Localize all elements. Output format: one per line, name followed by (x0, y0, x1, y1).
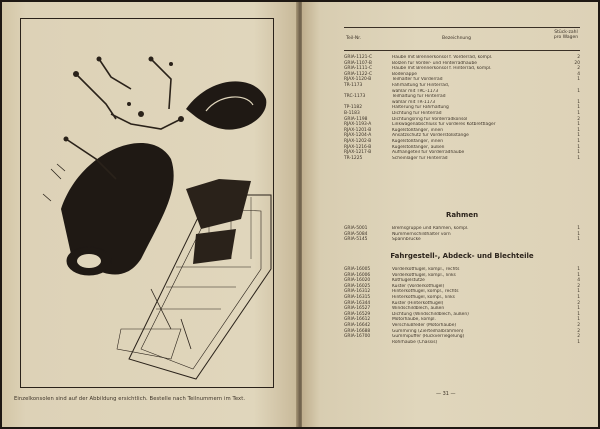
part-quantity: 1 (577, 311, 580, 317)
part-quantity: 4 (577, 278, 580, 284)
part-quantity: 1 (577, 110, 580, 116)
part-number: GRIA-5084 (344, 231, 368, 237)
page-number: — 31 — (436, 391, 456, 397)
part-description: Bremsgruppe und Rahmen, kompl. (392, 226, 469, 231)
parts-group-3 (344, 267, 580, 345)
part-number: GRIA-1122-C (344, 71, 373, 77)
table-row (344, 340, 580, 346)
header-description: Bezeichnung (442, 36, 471, 41)
exploded-view-illustration (20, 18, 274, 388)
part-number: RJAX-1201-B (344, 127, 372, 133)
part-description: Kugelstoßfänger, innen (392, 127, 443, 133)
header-quantity: Stück-zahl pro Wagen (553, 30, 579, 40)
rear-fender-shape (186, 81, 266, 129)
part-quantity: 1 (577, 294, 580, 300)
part-description: Haube mit Brennerkonsol f. Vorderrad, kompl. (392, 55, 493, 60)
part-quantity: 1 (577, 150, 580, 156)
part-quantity: 1 (577, 133, 580, 139)
illustration-caption: Einzelkonsolen sind auf der Abbildung ersichtlich. Bestelle nach Teilnummern im Text. (14, 396, 246, 402)
part-quantity: 1 (577, 339, 580, 345)
part-description: Hinterkotflügel, kompl., links (392, 294, 455, 300)
section-title-rahmen: Rahmen (445, 211, 479, 219)
part-quantity: 1 (577, 77, 580, 83)
part-description: Motorhaube, kompl. (392, 317, 436, 323)
part-number: GRIA-16344 (344, 300, 371, 306)
parts-group-1 (344, 55, 580, 161)
part-quantity: 1 (577, 138, 580, 144)
fender-assembly-drawing (21, 19, 273, 387)
part-description: Teilhaltung für Hinterrad (392, 94, 446, 100)
parts-group-2 (344, 226, 580, 243)
part-number: TR-1225 (344, 155, 363, 161)
part-quantity: 2 (577, 300, 580, 306)
part-quantity: 2 (577, 66, 580, 72)
part-number: RJAX-1120-B (344, 77, 372, 83)
part-quantity: 2 (577, 55, 580, 60)
part-number: TRC-1173 (344, 94, 366, 100)
part-description: Halterung für Fahrhaltung (392, 105, 449, 111)
part-description: wählar mit TRC-1173 (392, 88, 439, 94)
part-description: Vorderkotflügel, kompl., links (392, 272, 456, 278)
part-description: Kugelstoßfänger, innen (392, 138, 443, 144)
part-quantity: 1 (577, 226, 580, 231)
parts-table-header (344, 27, 580, 51)
part-quantity: 1 (577, 237, 580, 243)
part-quantity: 1 (577, 317, 580, 323)
part-quantity: 2 (577, 116, 580, 122)
part-description: Scheinlager für Hinterrad (392, 155, 448, 161)
part-quantity: 4 (577, 71, 580, 77)
part-number: RJAX-1202-B (344, 138, 372, 144)
part-description: Aufhängeteil für Vorderradhaube (392, 150, 465, 156)
part-quantity: 1 (577, 99, 580, 105)
part-quantity: 1 (577, 155, 580, 161)
part-quantity: 1 (577, 306, 580, 312)
part-quantity: 1 (577, 231, 580, 237)
part-number: GRIA-16025 (344, 283, 371, 289)
part-number: TR-1173 (344, 82, 363, 88)
part-number: GRIA-16527 (344, 306, 371, 312)
part-number: TP-1182 (344, 105, 362, 111)
part-number: GRIA-16005 (344, 267, 371, 272)
part-number: GRIA-1198 (344, 116, 368, 122)
header-part-number: Teil-Nr. (346, 36, 362, 41)
part-description: Hinterkotflügel, kompl., rechts (392, 289, 459, 295)
part-quantity: 2 (577, 328, 580, 334)
part-quantity: 1 (577, 127, 580, 133)
part-description: Linkwagenabschluss für vorderes Kotbrettlager (392, 122, 496, 128)
part-quantity: 20 (574, 60, 580, 66)
part-description: Windschildblech, außen (392, 306, 445, 312)
part-quantity: 1 (577, 272, 580, 278)
part-number: GRIA-16612 (344, 317, 371, 323)
part-description: Vorderkotflügel, kompl., rechts (392, 267, 460, 272)
part-number: GRIA-16312 (344, 289, 371, 295)
part-number: GRIA-16642 (344, 322, 371, 328)
part-description: Kotflügelstütze (392, 278, 425, 284)
part-description: Teilhalter für Vorderrad (392, 77, 443, 83)
part-description: Fahrhaltung für Hinterrad, (392, 82, 450, 88)
part-description: Küster (Hinterkotflügel) (392, 300, 444, 306)
part-description: Gummiring (Zierteilhalbrahmen) (392, 328, 464, 334)
section-title-body-parts: Fahrgestell-, Abdeck- und Blechteile (390, 252, 534, 260)
part-description: Nummernschildhalter vorn (392, 231, 451, 237)
part-quantity: 2 (577, 334, 580, 340)
part-number: GRIA-5145 (344, 237, 368, 243)
part-description: Dichtungsring für Vorderradkonsol (392, 116, 468, 122)
part-number: B-1183 (344, 110, 360, 116)
part-quantity: 1 (577, 289, 580, 295)
part-description: Bodenappe (392, 71, 417, 77)
part-number: GRIA-16688 (344, 328, 371, 334)
part-description: Bolzen für Vorder- und Hinterradhaube (392, 60, 477, 66)
part-number: GRIA-16315 (344, 294, 371, 300)
part-number: GRIA-1107-B (344, 60, 372, 66)
part-number: GRIA-16700 (344, 334, 371, 340)
part-quantity: 2 (577, 322, 580, 328)
part-number: RJAX-1204-A (344, 133, 372, 139)
part-description: Dichtung (Windschildblech, außen) (392, 311, 469, 317)
part-quantity: 1 (577, 144, 580, 150)
part-description: wählar mit TR-1173 (392, 99, 436, 105)
part-quantity: 2 (577, 283, 580, 289)
part-number: GRIA-16020 (344, 278, 371, 284)
part-description: Rohrhaube (Chassis) (392, 339, 438, 345)
part-number: RJAX-1217-B (344, 150, 372, 156)
part-description: Küster (Vorderkotflügel) (392, 283, 445, 289)
table-row (344, 156, 580, 162)
part-number: RJAX-1216-B (344, 144, 372, 150)
part-description: Spannbrücke (392, 237, 421, 243)
table-row (344, 237, 580, 243)
part-number: GRIA-16529 (344, 311, 371, 317)
part-number: GRIA-1111-C (344, 66, 373, 72)
part-number: RJAX-1193-A (344, 122, 372, 128)
part-description: Gummipuffer (Rückverriegelung) (392, 334, 465, 340)
part-number: GRIA-5001 (344, 226, 368, 231)
part-quantity: 1 (577, 88, 580, 94)
part-description: Verschlußfeder (Motorhaube) (392, 322, 457, 328)
part-number: GRIA-16006 (344, 272, 371, 278)
part-description: Dichtung für Hinterrad (392, 110, 442, 116)
part-quantity: 1 (577, 105, 580, 111)
part-quantity: 1 (577, 122, 580, 128)
part-number: GRIA-1121-C (344, 55, 373, 60)
part-description: Haube mit Brennerkonsol f. Hinterrad, kompl. (392, 66, 492, 72)
part-description: Kugelstoßfänger, außen (392, 144, 445, 150)
part-description: Ansatzschutz für Vorderstoßstange (392, 133, 469, 139)
part-quantity: 1 (577, 267, 580, 272)
